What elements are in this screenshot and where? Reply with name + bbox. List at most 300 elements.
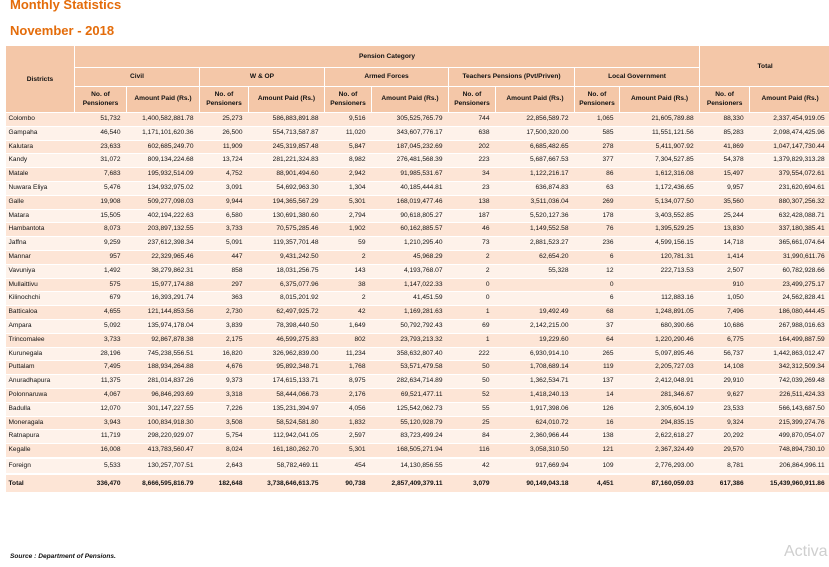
pensioners-cell: 6 (609, 252, 614, 260)
pensioners-cell: 16 (606, 418, 614, 426)
pensioners-cell: 31,072 (100, 156, 121, 164)
pensioners-cell: 126 (602, 404, 614, 412)
pensioners-cell: 236 (602, 239, 614, 247)
amount-cell: 636,874.83 (535, 183, 569, 191)
amount-cell: 298,220,929.07 (147, 432, 194, 440)
amount-cell: 1,149,552.58 (529, 225, 569, 233)
pensioners-cell: 12,070 (100, 404, 121, 412)
pensioners-cell: 28,196 (100, 349, 121, 357)
pensioners-cell: 138 (478, 197, 490, 205)
pensioners-cell: 16,008 (100, 446, 121, 454)
amount-cell: 38,279,862.31 (151, 266, 194, 274)
amount-cell: 281,221,324.83 (272, 156, 319, 164)
amount-cell: 4,599,156.15 (655, 239, 694, 247)
amount-cell: 203,897,132.55 (147, 225, 194, 233)
pensioners-cell: 69 (482, 321, 490, 329)
amount-cell: 680,390.66 (660, 321, 694, 329)
amount-cell: 23,793,213.32 (400, 335, 443, 343)
pensioners-cell: 679 (109, 294, 121, 302)
amount-cell: 1,248,891.05 (655, 308, 694, 316)
amount-cell: 168,505,271.94 (396, 446, 443, 454)
table-row (6, 319, 829, 333)
pensioners-cell: 20,292 (723, 432, 744, 440)
pensioners-cell: 137 (602, 377, 614, 385)
pensioners-cell: 957 (109, 252, 121, 260)
amount-cell: 1,172,436.65 (655, 183, 694, 191)
pensioners-cell: 1,492 (103, 266, 121, 274)
amount-cell: 326,962,839.00 (272, 349, 319, 357)
pensioners-cell: 35,560 (723, 197, 744, 205)
amount-cell: 379,554,072.61 (778, 170, 825, 178)
amount-cell: 174,615,133.71 (272, 377, 319, 385)
group-header-local-government: Local Government (575, 68, 700, 87)
pensioners-cell: 11,375 (100, 377, 121, 385)
pensioners-cell: 2 (361, 294, 366, 302)
table-row (6, 361, 829, 375)
table-body (6, 113, 829, 493)
amount-header: Amount Paid (Rs.) (496, 87, 575, 113)
amount-cell: 55,120,928.79 (400, 418, 443, 426)
amount-cell: 6,930,914.10 (529, 349, 569, 357)
activation-watermark: Activa (784, 543, 828, 560)
pensioners-cell: 2,507 (727, 266, 744, 274)
pensioners-cell: 2,730 (225, 308, 243, 316)
amount-cell: 402,194,222.63 (147, 211, 194, 219)
pensioners-cell: 56,737 (723, 349, 744, 357)
pensioners-cell: 34 (482, 170, 490, 178)
pensioners-cell: 336,470 (75, 474, 127, 493)
pensioners-cell: 638 (478, 128, 490, 136)
pensioners-cell: 1,768 (348, 363, 366, 371)
amount-cell: 15,977,174.88 (151, 280, 194, 288)
pensioners-cell: 5,476 (103, 183, 121, 191)
pensioners-cell: 0 (609, 280, 614, 288)
group-header-teachers-pensions: Teachers Pensions (Pvt/Priven) (449, 68, 575, 87)
pension-category-header: Pension Category (75, 46, 700, 68)
table-row (6, 416, 829, 430)
pensioners-cell: 50 (482, 377, 490, 385)
pensioners-cell: 50 (482, 363, 490, 371)
amount-cell: 90,618,805.27 (400, 211, 443, 219)
pensioners-cell: 3,318 (225, 390, 243, 398)
amount-cell: 46,599,275.83 (276, 335, 319, 343)
pensioners-cell: 0 (485, 294, 490, 302)
pensioners-cell: 2,175 (225, 335, 243, 343)
amount-cell: 9,431,242.50 (279, 252, 319, 260)
district-cell: Batticaloa (8, 308, 38, 316)
table-row (6, 278, 829, 292)
amount-header: Amount Paid (Rs.) (372, 87, 449, 113)
amount-cell: 365,661,074.64 (778, 239, 825, 247)
pensioners-cell: 447 (231, 252, 243, 260)
district-cell: Matara (8, 211, 30, 219)
amount-header: Amount Paid (Rs.) (750, 87, 829, 113)
group-header-armed-forces: Armed Forces (325, 68, 449, 87)
pensioners-cell: 202 (478, 142, 490, 150)
amount-cell: 130,691,380.60 (272, 211, 319, 219)
pensioners-cell: 187 (478, 211, 490, 219)
pensioners-cell: 2,597 (348, 432, 366, 440)
amount-cell: 188,934,264.88 (147, 363, 194, 371)
amount-cell: 6,375,077.96 (279, 280, 319, 288)
amount-cell: 8,666,595,816.79 (127, 474, 200, 493)
amount-header: Amount Paid (Rs.) (620, 87, 700, 113)
amount-cell: 3,058,310.50 (529, 446, 569, 454)
amount-cell: 2,142,215.00 (529, 321, 569, 329)
pensioners-cell: 9,627 (727, 390, 744, 398)
pensioners-cell: 11,234 (345, 349, 366, 357)
pensioners-cell: 14 (606, 390, 614, 398)
amount-cell: 62,654.20 (539, 252, 569, 260)
amount-cell: 1,917,398.06 (529, 404, 569, 412)
pensioners-cell: 5,301 (348, 197, 366, 205)
pensioners-cell: 76 (606, 225, 614, 233)
amount-cell: 1,122,216.17 (529, 170, 569, 178)
pensioners-cell: 1,902 (348, 225, 366, 233)
amount-cell: 60,782,928.66 (782, 266, 825, 274)
pensioners-cell: 64 (606, 335, 614, 343)
amount-cell: 11,551,121.56 (651, 128, 694, 136)
amount-cell: 3,738,646,613.75 (249, 474, 325, 493)
amount-cell: 1,147,022.33 (403, 280, 443, 288)
district-cell: Trincomalee (8, 335, 45, 343)
district-cell: Kegalle (8, 446, 31, 454)
amount-cell: 342,312,509.34 (778, 363, 825, 371)
amount-cell: 60,162,885.57 (400, 225, 443, 233)
amount-cell: 1,210,295.40 (403, 239, 443, 247)
pensioners-cell: 265 (602, 349, 614, 357)
table-row (6, 264, 829, 278)
pensioners-cell: 15,505 (100, 211, 121, 219)
pensioners-cell: 85,283 (723, 128, 744, 136)
amount-cell: 135,974,178.04 (147, 321, 194, 329)
district-cell: Matale (8, 170, 29, 178)
amount-cell: 1,708,689.14 (529, 363, 569, 371)
amount-cell: 2,881,523.27 (529, 239, 569, 247)
amount-cell: 5,097,895.46 (655, 349, 694, 357)
table-row (6, 181, 829, 195)
pensioners-cell: 42 (358, 308, 366, 316)
pensioners-cell: 11,719 (100, 432, 121, 440)
pensioners-cell: 802 (354, 335, 366, 343)
table-row (6, 430, 829, 444)
amount-cell: 54,692,963.30 (276, 183, 319, 191)
pensioners-cell: 143 (354, 266, 366, 274)
pensioners-cell: 2 (485, 252, 490, 260)
pensioners-cell: 84 (482, 432, 490, 440)
amount-cell: 6,685,482.65 (529, 142, 569, 150)
amount-cell: 2,337,454,919.05 (773, 115, 825, 122)
amount-cell: 245,319,857.48 (272, 142, 319, 150)
amount-cell: 7,304,527.85 (655, 156, 694, 164)
amount-cell: 2,360,966.44 (529, 432, 569, 440)
amount-cell: 83,723,499.24 (400, 432, 443, 440)
pensioners-cell: 68 (606, 308, 614, 316)
amount-cell: 125,542,062.73 (396, 404, 443, 412)
amount-cell: 566,143,687.50 (778, 404, 825, 412)
amount-cell: 135,231,394.97 (272, 404, 319, 412)
pensioners-cell: 88,330 (723, 115, 744, 122)
amount-cell: 745,238,556.51 (147, 349, 194, 357)
amount-cell: 231,620,694.61 (778, 183, 825, 191)
pensioners-cell: 109 (575, 458, 620, 474)
amount-cell: 2,412,048.91 (655, 377, 694, 385)
district-cell: Anuradhapura (8, 377, 51, 385)
pensioners-cell: 8,073 (103, 225, 121, 233)
pensioners-cell: 15,497 (723, 170, 744, 178)
pensioners-cell: 8,975 (348, 377, 366, 385)
pensioners-cell: 1,414 (727, 252, 744, 260)
amount-cell: 2,305,604.19 (655, 404, 694, 412)
pensioners-cell: 5,754 (225, 432, 243, 440)
amount-cell: 281,346.67 (660, 390, 694, 398)
pensioners-cell: 910 (732, 280, 744, 288)
amount-cell (496, 278, 575, 292)
pensioners-cell: 575 (109, 280, 121, 288)
pensioners-cell: 3,091 (225, 183, 243, 191)
pensioners-cell: 52 (482, 390, 490, 398)
table-row (6, 250, 829, 264)
amount-cell: 206,864,996.11 (750, 458, 829, 474)
pensioners-cell: 119 (602, 363, 614, 371)
amount-cell (620, 278, 700, 292)
amount-header: Amount Paid (Rs.) (127, 87, 200, 113)
amount-cell: 19,229.60 (539, 335, 569, 343)
amount-cell: 5,411,907.92 (655, 142, 694, 150)
pensioners-cell: 297 (231, 280, 243, 288)
pensioners-cell: 182,648 (200, 474, 249, 493)
pensioners-cell: 4,067 (103, 390, 121, 398)
page-subtitle: November - 2018 (10, 23, 115, 38)
table-row (6, 168, 829, 182)
pensioners-cell: 2,176 (348, 390, 366, 398)
amount-cell: 5,687,667.53 (529, 156, 569, 164)
pensioners-cell: 25,273 (222, 115, 243, 122)
pensioners-cell: 59 (358, 239, 366, 247)
amount-cell: 96,846,293.69 (151, 390, 194, 398)
pensioners-cell: 7,226 (225, 404, 243, 412)
amount-cell: 55,328 (548, 266, 569, 274)
district-cell: Vavuniya (8, 266, 36, 274)
amount-cell: 301,147,227.55 (147, 404, 194, 412)
district-cell: Foreign (6, 458, 75, 474)
pensioners-cell: 41,869 (723, 142, 744, 150)
amount-cell: 337,180,385.41 (778, 225, 825, 233)
amount-cell: 134,932,975.02 (147, 183, 194, 191)
pensioners-cell: 0 (485, 280, 490, 288)
pensioners-header: No. of Pensioners (449, 87, 496, 113)
pensioners-header: No. of Pensioners (200, 87, 249, 113)
pensioners-cell: 51,732 (100, 115, 121, 122)
source-note: Source : Department of Pensions. (10, 553, 116, 560)
pensioners-cell: 2,794 (348, 211, 366, 219)
amount-cell: 100,834,918.30 (147, 418, 194, 426)
pensioners-cell: 9,259 (103, 239, 121, 247)
amount-cell: 45,968.29 (413, 252, 443, 260)
pensioners-cell: 8,024 (225, 446, 243, 454)
amount-cell: 1,171,101,620.36 (142, 128, 194, 136)
amount-cell: 4,193,768.07 (403, 266, 443, 274)
pensioners-cell: 7,495 (103, 363, 121, 371)
table-row (6, 402, 829, 416)
pensioners-cell: 42 (449, 458, 496, 474)
pensioners-cell: 5,847 (348, 142, 366, 150)
amount-cell: 2,622,618.27 (655, 432, 694, 440)
district-cell: Colombo (8, 115, 35, 122)
pensioners-cell: 858 (231, 266, 243, 274)
district-cell: Total (6, 474, 75, 493)
pensioners-cell: 4,752 (225, 170, 243, 178)
pensioners-cell: 46 (482, 225, 490, 233)
pensioners-cell: 3,079 (449, 474, 496, 493)
amount-cell: 5,134,077.50 (655, 197, 694, 205)
table-row (6, 292, 829, 306)
pensioners-cell: 86 (606, 170, 614, 178)
amount-cell: 50,792,792.43 (400, 321, 443, 329)
amount-cell: 809,134,224.68 (147, 156, 194, 164)
pensioners-cell: 4,056 (348, 404, 366, 412)
amount-cell: 121,144,853.56 (147, 308, 194, 316)
amount-cell: 222,713.53 (660, 266, 694, 274)
district-cell: Gampaha (8, 128, 38, 136)
amount-cell: 742,039,269.48 (778, 377, 825, 385)
amount-cell (496, 292, 575, 306)
pensioners-cell: 29,570 (723, 446, 744, 454)
amount-cell: 632,428,088.71 (778, 211, 825, 219)
amount-cell: 78,398,440.50 (276, 321, 319, 329)
amount-cell: 358,632,807.40 (396, 349, 443, 357)
district-cell: Kurunegala (8, 349, 43, 357)
table-row (6, 237, 829, 251)
pensioners-cell: 1,065 (596, 115, 614, 122)
amount-cell: 1,362,534.71 (529, 377, 569, 385)
pensioners-cell: 6,580 (225, 211, 243, 219)
pensioners-cell: 29,910 (723, 377, 744, 385)
pensioners-cell: 2,942 (348, 170, 366, 178)
pensioners-cell: 10,686 (723, 321, 744, 329)
table-row (6, 154, 829, 168)
amount-cell: 1,400,582,881.78 (142, 115, 194, 122)
pensioners-cell: 4,451 (575, 474, 620, 493)
amount-cell: 305,525,765.79 (396, 115, 443, 122)
pensioners-cell: 3,733 (103, 335, 121, 343)
district-cell: Ampara (8, 321, 32, 329)
amount-cell: 917,669.94 (496, 458, 575, 474)
amount-cell: 112,942,041.05 (273, 432, 319, 440)
table-row (6, 209, 829, 223)
pensioners-cell: 13,830 (723, 225, 744, 233)
pensioners-cell: 23,633 (100, 142, 121, 150)
pensioners-cell: 269 (602, 197, 614, 205)
amount-cell: 120,781.31 (660, 252, 694, 260)
district-cell: Jaffna (8, 239, 27, 247)
amount-cell: 586,883,891.88 (272, 115, 319, 122)
group-header-civil: Civil (75, 68, 200, 87)
page-title: Monthly Statistics (10, 0, 122, 12)
total-header: Total (700, 46, 829, 87)
pensioners-cell: 116 (478, 446, 490, 454)
amount-cell: 226,511,424.33 (779, 390, 825, 398)
district-cell: Nuwara Eliya (8, 183, 48, 191)
amount-cell: 92,867,878.38 (151, 335, 194, 343)
amount-cell: 58,444,066.73 (276, 390, 319, 398)
amount-cell: 22,856,589.72 (526, 115, 569, 122)
amount-cell: 3,511,036.04 (530, 197, 569, 205)
pensioners-cell: 4,676 (225, 363, 243, 371)
amount-cell: 168,019,477.46 (396, 197, 443, 205)
amount-cell: 15,439,960,911.86 (750, 474, 829, 493)
pensioners-cell: 744 (478, 115, 490, 122)
pensioners-cell: 13,724 (222, 156, 243, 164)
amount-cell: 41,451.59 (413, 294, 443, 302)
pensioners-cell: 14,108 (723, 363, 744, 371)
amount-cell: 499,870,054.07 (778, 432, 825, 440)
district-cell: Mullaittivu (8, 280, 38, 288)
pensioners-cell: 2 (361, 252, 366, 260)
amount-cell: 624,010.72 (535, 418, 569, 426)
pensioners-cell: 3,733 (225, 225, 243, 233)
pensioners-cell: 223 (478, 156, 490, 164)
amount-cell: 70,575,285.46 (276, 225, 319, 233)
amount-cell: 2,857,409,379.11 (372, 474, 449, 493)
amount-cell: 161,180,262.70 (272, 446, 319, 454)
pensioners-cell: 6,775 (727, 335, 744, 343)
pensioners-cell: 617,386 (700, 474, 750, 493)
amount-cell: 2,098,474,425.96 (773, 128, 825, 136)
amount-cell: 1,047,147,730.44 (773, 142, 825, 150)
district-cell: Polonnaruwa (8, 390, 47, 398)
amount-cell: 276,481,568.39 (396, 156, 443, 164)
amount-header: Amount Paid (Rs.) (249, 87, 325, 113)
district-cell: Hambantota (8, 225, 45, 233)
amount-cell: 90,149,043.18 (496, 474, 575, 493)
table-row (6, 347, 829, 361)
table-row (6, 388, 829, 402)
pensioners-cell: 1,832 (348, 418, 366, 426)
amount-cell: 343,607,776.17 (396, 128, 443, 136)
amount-cell: 1,169,281.63 (403, 308, 443, 316)
pensioners-cell: 37 (606, 321, 614, 329)
amount-cell: 186,080,444.45 (778, 308, 825, 316)
districts-header: Districts (6, 46, 75, 113)
amount-cell: 17,500,320.00 (526, 128, 569, 136)
pensioners-cell: 63 (606, 183, 614, 191)
amount-cell: 62,497,925.72 (276, 308, 319, 316)
table-row (6, 195, 829, 209)
district-cell: Galle (8, 197, 24, 205)
amount-cell: 1,379,829,313.28 (773, 156, 825, 164)
amount-cell: 281,014,837.26 (147, 377, 194, 385)
amount-cell: 8,015,201.92 (279, 294, 319, 302)
amount-cell: 95,892,348.71 (276, 363, 319, 371)
amount-cell: 267,988,016.63 (778, 321, 825, 329)
pensioners-cell: 25,244 (723, 211, 744, 219)
pensioners-cell: 1,304 (348, 183, 366, 191)
amount-cell: 1,418,240.13 (529, 390, 569, 398)
pensioners-header: No. of Pensioners (325, 87, 372, 113)
pensioners-cell: 1 (485, 308, 490, 316)
table-row (6, 113, 829, 127)
pensioners-cell: 55 (482, 404, 490, 412)
pensioners-cell: 138 (602, 432, 614, 440)
pensioners-cell: 377 (602, 156, 614, 164)
pensioners-cell: 7,496 (727, 308, 744, 316)
pensioners-cell: 9,373 (225, 377, 243, 385)
pensioners-cell: 54,378 (723, 156, 744, 164)
pensioners-cell: 5,092 (103, 321, 121, 329)
pensioners-cell: 8,781 (700, 458, 750, 474)
amount-cell: 5,520,127.36 (529, 211, 569, 219)
